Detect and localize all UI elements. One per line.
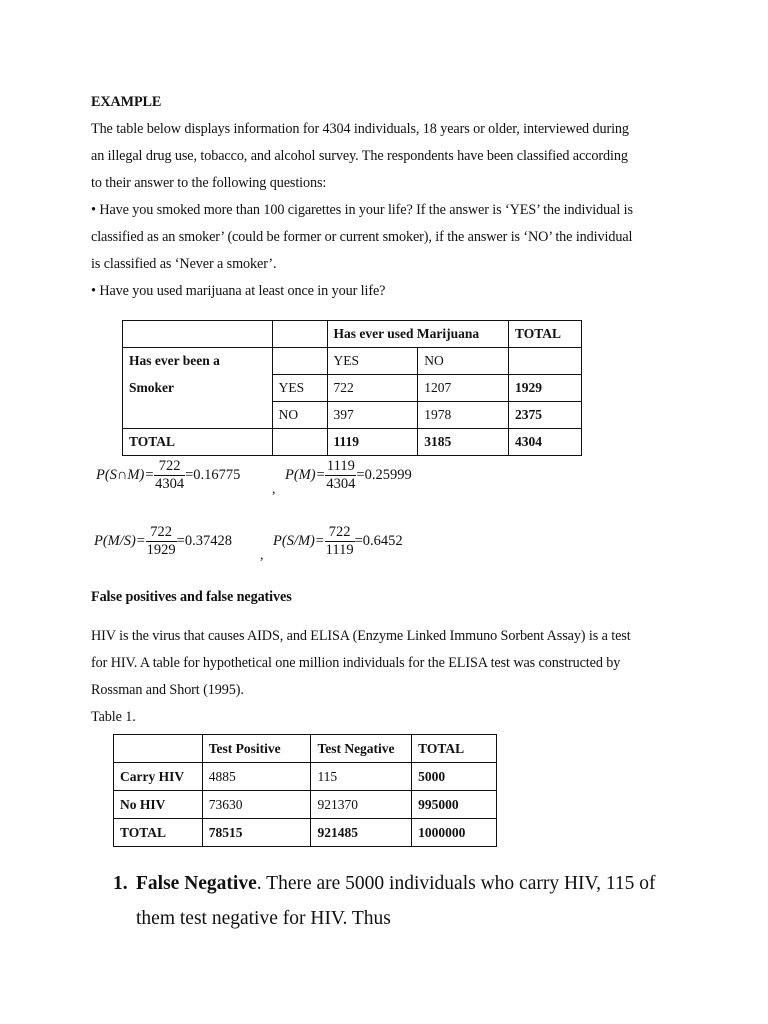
fraction-numerator: 722 (146, 524, 177, 542)
total-no: 3185 (418, 429, 509, 456)
table-header-row (123, 321, 582, 348)
cell-negative: 921370 (311, 791, 412, 819)
list-item-bold: False Negative (136, 873, 257, 894)
formula-result: =0.6452 (354, 533, 403, 549)
formula-result: =0.16775 (185, 467, 241, 483)
table-cell-empty (272, 348, 327, 375)
table-row (123, 402, 582, 429)
list-item-line2: them test negative for HIV. Thus (136, 908, 391, 929)
header-total: TOTAL (509, 321, 582, 348)
formula-p-s-and-m (96, 458, 240, 493)
paragraph-line: an illegal drug use, tobacco, and alcohol survey. The respondents have been classified according (91, 148, 628, 164)
paragraph-line: to their answer to the following questions: (91, 175, 327, 191)
list-item-text: . There are 5000 individuals who carry HIV, 115 of (256, 873, 656, 894)
fraction-denominator: 1119 (325, 542, 354, 558)
total-yes: 1119 (327, 429, 418, 456)
header-test-negative: Test Negative (311, 735, 412, 763)
table-row (114, 763, 497, 791)
table-cell-empty (123, 321, 273, 348)
row-label-line2: Smoker (123, 375, 273, 402)
table-cell-empty (114, 735, 203, 763)
cell-no-total: 2375 (509, 402, 582, 429)
formula-separator: , (272, 482, 276, 497)
table-cell-empty (272, 429, 327, 456)
formula-p-m (285, 458, 412, 493)
example-heading: EXAMPLE (91, 94, 162, 110)
grand-total: 4304 (509, 429, 582, 456)
row-label-yes: YES (272, 375, 327, 402)
cell-yes-no: 1207 (418, 375, 509, 402)
cell-total: 1000000 (412, 819, 497, 847)
paragraph-line: Rossman and Short (1995). (91, 682, 244, 698)
table-subheader-row (123, 348, 582, 375)
formula-separator: , (260, 548, 264, 563)
row-label-line1: Has ever been a (123, 348, 273, 375)
cell-positive: 4885 (202, 763, 311, 791)
list-item-line1 (136, 873, 656, 895)
paragraph-line: HIV is the virus that causes AIDS, and ELISA (Enzyme Linked Immuno Sorbent Assay) is a test (91, 628, 631, 644)
list-number: 1. (113, 873, 128, 894)
fraction-numerator: 722 (154, 458, 185, 476)
cell-negative: 115 (311, 763, 412, 791)
col-yes: YES (327, 348, 418, 375)
row-label: Carry HIV (114, 763, 203, 791)
formula-p-s-given-m (273, 524, 403, 559)
cell-no-no: 1978 (418, 402, 509, 429)
cell-total: 5000 (412, 763, 497, 791)
table-cell-empty (272, 321, 327, 348)
smoker-marijuana-table (122, 320, 582, 456)
bullet-line: • Have you used marijuana at least once in your life? (91, 283, 386, 299)
cell-no-yes: 397 (327, 402, 418, 429)
row-label: TOTAL (114, 819, 203, 847)
fraction-denominator: 4304 (326, 476, 356, 492)
table-total-row (114, 819, 497, 847)
fraction (325, 524, 355, 559)
paragraph-line: is classified as ‘Never a smoker’. (91, 256, 277, 272)
fraction (325, 458, 356, 493)
cell-negative: 921485 (311, 819, 412, 847)
row-label: No HIV (114, 791, 203, 819)
table-caption: Table 1. (91, 709, 136, 725)
table-cell-empty (509, 348, 582, 375)
formula-result: =0.25999 (356, 467, 412, 483)
total-label: TOTAL (123, 429, 273, 456)
formula-p-m-given-s (94, 524, 232, 559)
bullet-line: • Have you smoked more than 100 cigarettes in your life? If the answer is ‘YES’ the individual is (91, 202, 633, 218)
cell-positive: 73630 (202, 791, 311, 819)
col-no: NO (418, 348, 509, 375)
cell-yes-total: 1929 (509, 375, 582, 402)
table-row (123, 375, 582, 402)
table-row (114, 791, 497, 819)
formula-lhs: P(S/M)= (273, 533, 325, 549)
section-heading: False positives and false negatives (91, 589, 292, 605)
fraction-numerator: 1119 (326, 458, 355, 474)
fraction-numerator: 722 (325, 524, 355, 542)
table-total-row (123, 429, 582, 456)
row-label-no: NO (272, 402, 327, 429)
formula-lhs: P(M)= (285, 467, 326, 483)
formula-result: =0.37428 (176, 533, 232, 549)
table-cell-empty (123, 402, 273, 429)
elisa-table (113, 734, 497, 847)
paragraph-line: classified as an smoker’ (could be former or current smoker), if the answer is ‘NO’ the individual (91, 229, 633, 245)
header-marijuana: Has ever used Marijuana (327, 321, 509, 348)
cell-yes-yes: 722 (327, 375, 418, 402)
fraction-denominator: 1929 (146, 542, 176, 558)
formula-lhs: P(M/S)= (94, 533, 146, 549)
paragraph-line: for HIV. A table for hypothetical one million individuals for the ELISA test was constructed by (91, 655, 621, 671)
header-total: TOTAL (412, 735, 497, 763)
paragraph-line: The table below displays information for 4304 individuals, 18 years or older, interviewed during (91, 121, 629, 137)
formula-lhs: P(S∩M)= (96, 467, 155, 483)
header-test-positive: Test Positive (202, 735, 311, 763)
fraction-denominator: 4304 (155, 476, 185, 492)
fraction (146, 524, 177, 559)
cell-positive: 78515 (202, 819, 311, 847)
table-header-row (114, 735, 497, 763)
cell-total: 995000 (412, 791, 497, 819)
fraction (154, 458, 185, 493)
